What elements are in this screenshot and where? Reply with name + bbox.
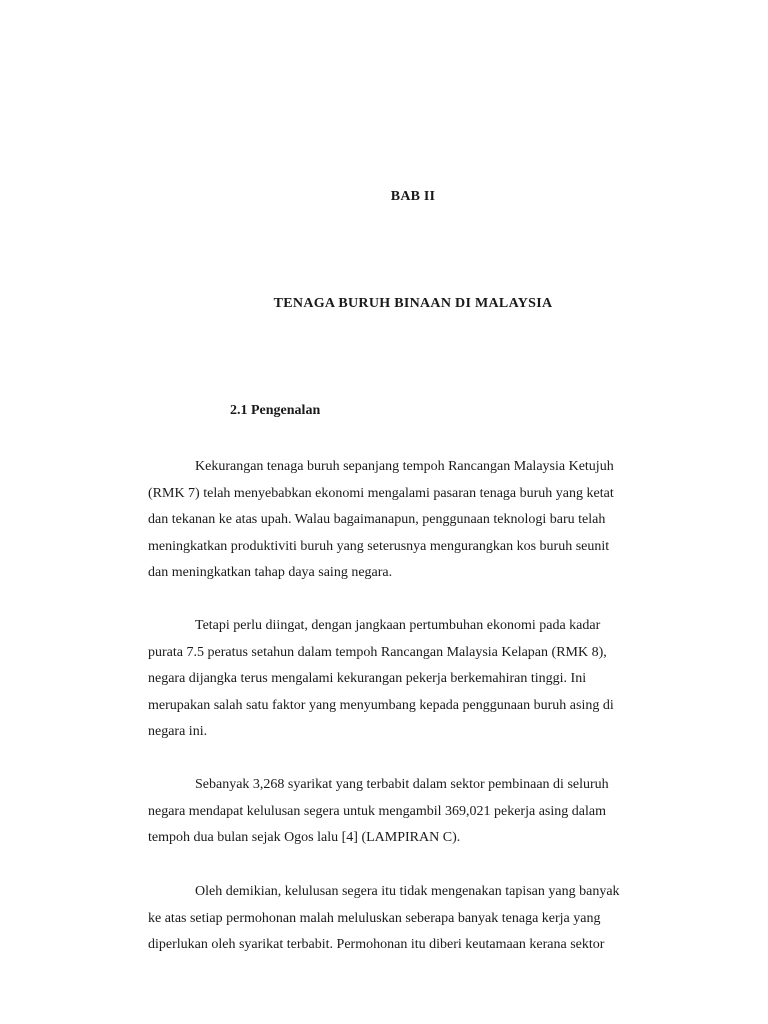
paragraph-3 [148, 772, 668, 852]
paragraph-line: negara ini. [148, 724, 208, 739]
chapter-title: TENAGA BURUH BINAAN DI MALAYSIA [273, 296, 553, 311]
paragraph-line: Kekurangan tenaga buruh sepanjang tempoh Rancangan Malaysia Ketujuh [195, 459, 614, 474]
paragraph-line: Oleh demikian, kelulusan segera itu tidak mengenakan tapisan yang banyak [195, 884, 620, 899]
paragraph-line: Tetapi perlu diingat, dengan jangkaan pertumbuhan ekonomi pada kadar [195, 618, 601, 633]
chapter-heading: BAB II [390, 189, 436, 204]
paragraph-line: merupakan salah satu faktor yang menyumbang kepada penggunaan buruh asing di [148, 697, 614, 713]
paragraph-line: dan tekanan ke atas upah. Walau bagaimanapun, penggunaan teknologi baru telah [148, 512, 606, 527]
paragraph-line: diperlukan oleh syarikat terbabit. Permohonan itu diberi keutamaan kerana sektor [148, 937, 605, 952]
paragraph-4 [148, 879, 668, 959]
paragraph-line: Sebanyak 3,268 syarikat yang terbabit dalam sektor pembinaan di seluruh [195, 777, 609, 792]
paragraph-line: purata 7.5 peratus setahun dalam tempoh Rancangan Malaysia Kelapan (RMK 8), [148, 644, 607, 660]
paragraph-line: negara mendapat kelulusan segera untuk mengambil 369,021 pekerja asing dalam [148, 803, 606, 819]
paragraph-line: ke atas setiap permohonan malah meluluskan seberapa banyak tenaga kerja yang [148, 910, 601, 926]
paragraph-line: meningkatkan produktiviti buruh yang seterusnya mengurangkan kos buruh seunit [148, 538, 610, 554]
paragraph-line: tempoh dua bulan sejak Ogos lalu [4] (LAMPIRAN C). [148, 830, 461, 845]
paragraph-line: dan meningkatkan tahap daya saing negara. [148, 565, 393, 580]
paragraph-line: negara dijangka terus mengalami kekurangan pekerja berkemahiran tinggi. Ini [148, 671, 587, 686]
paragraph-line: (RMK 7) telah menyebabkan ekonomi mengalami pasaran tenaga buruh yang ketat [148, 485, 614, 501]
section-heading: 2.1 Pengenalan [230, 403, 321, 418]
paragraph-1 [148, 454, 668, 587]
paragraph-2 [148, 613, 668, 746]
